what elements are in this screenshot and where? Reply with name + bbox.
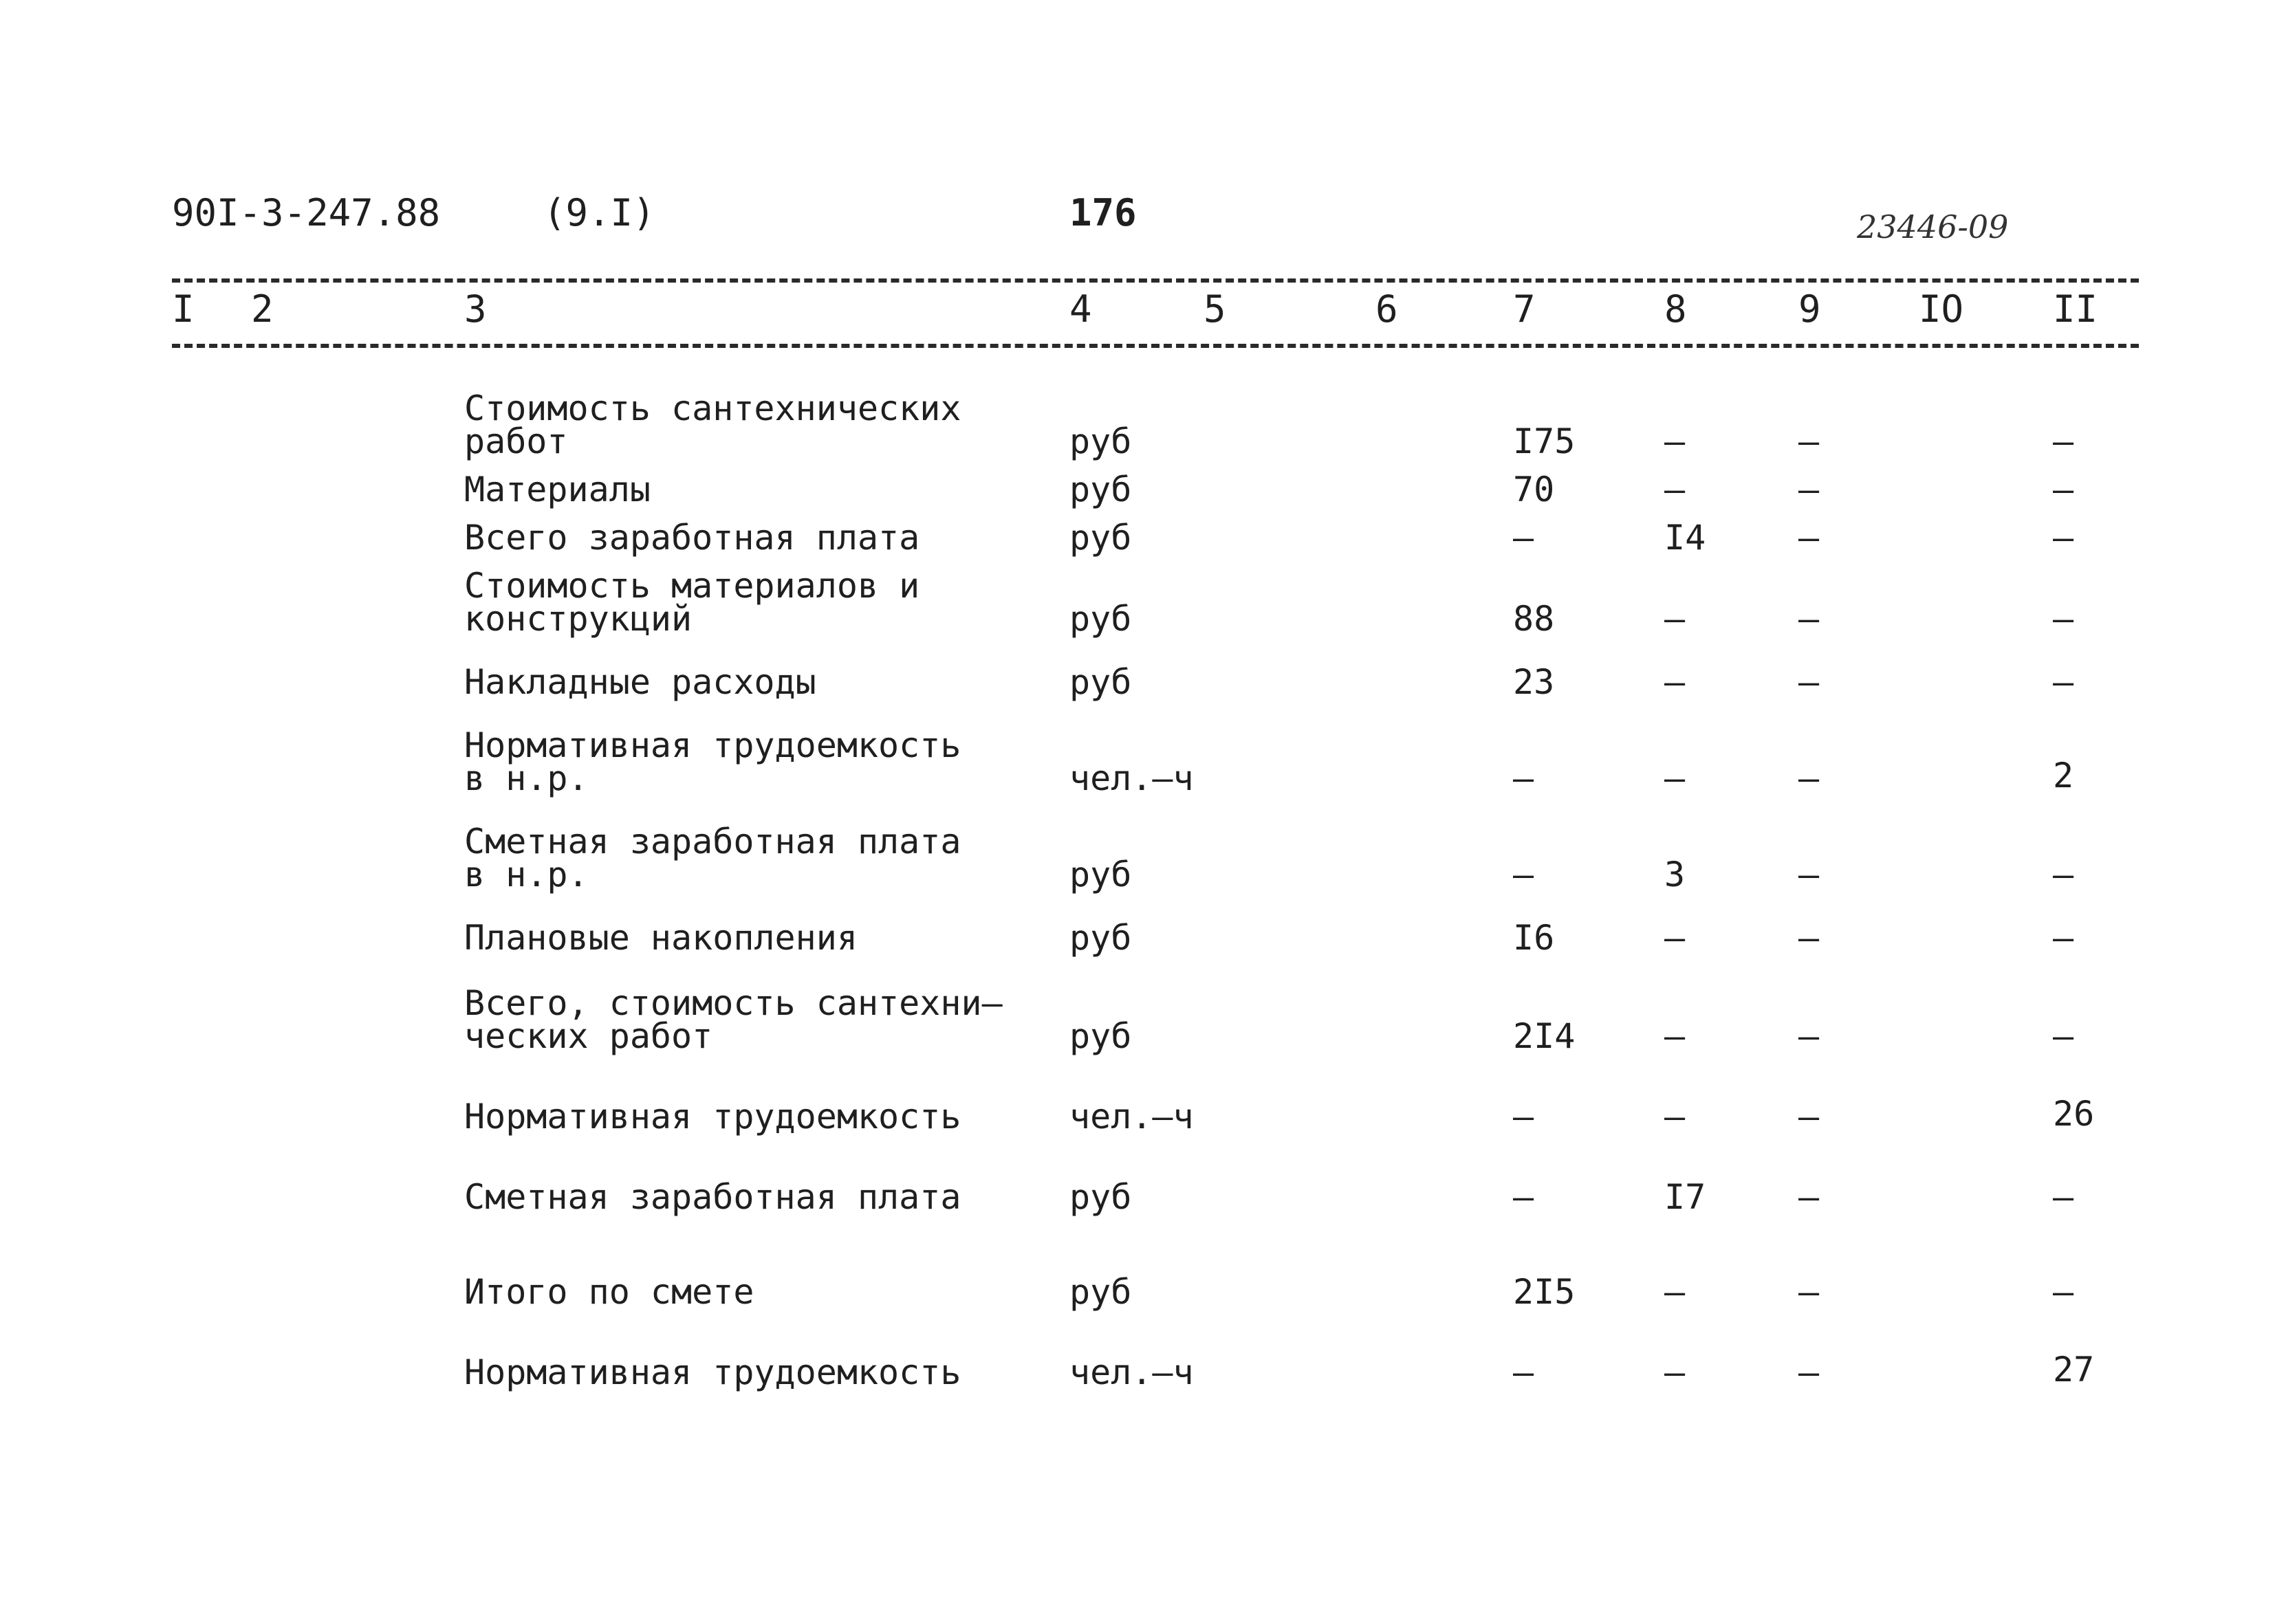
row-col7: – — [1513, 758, 1534, 798]
row-col9: – — [1798, 518, 1820, 558]
column-number-6: 6 — [1375, 287, 1398, 331]
row-description: Плановые накопления — [464, 918, 858, 958]
row-col7: – — [1513, 518, 1534, 558]
row-description: Накладные расходы — [464, 662, 816, 702]
column-number-10: IO — [1919, 287, 1964, 331]
row-col9: – — [1798, 662, 1820, 702]
row-col9: – — [1798, 1352, 1820, 1392]
row-col8: I4 — [1664, 518, 1706, 558]
row-col11: – — [2053, 918, 2074, 958]
row-col7: – — [1513, 855, 1534, 895]
row-description: Стоимость сантехнических работ — [464, 388, 961, 461]
row-col8: – — [1664, 1016, 1686, 1056]
row-col11: – — [2053, 470, 2074, 509]
row-description: Нормативная трудоемкость — [464, 1352, 961, 1392]
row-unit: руб — [1069, 599, 1132, 639]
row-description: Материалы — [464, 470, 651, 509]
header-divider-top — [172, 278, 2139, 283]
row-unit: руб — [1069, 470, 1132, 509]
row-unit: руб — [1069, 1272, 1132, 1312]
row-col8: – — [1664, 662, 1686, 702]
row-col8: – — [1664, 758, 1686, 798]
column-number-4: 4 — [1069, 287, 1092, 331]
row-col7: 23 — [1513, 662, 1555, 702]
row-description: Всего заработная плата — [464, 518, 920, 558]
row-description: Всего, стоимость сантехни– ческих работ — [464, 983, 1003, 1056]
row-col7: 88 — [1513, 599, 1555, 639]
row-col8: I7 — [1664, 1177, 1706, 1217]
row-unit: чел.–ч — [1069, 1097, 1194, 1137]
column-number-2: 2 — [251, 287, 274, 331]
column-number-7: 7 — [1513, 287, 1536, 331]
row-col8: – — [1664, 1272, 1686, 1312]
row-unit: руб — [1069, 421, 1132, 461]
row-col11: 2 — [2053, 756, 2074, 795]
row-col11: – — [2053, 599, 2074, 639]
row-col9: – — [1798, 758, 1820, 798]
row-col8: – — [1664, 599, 1686, 639]
row-col9: – — [1798, 1272, 1820, 1312]
row-col11: – — [2053, 855, 2074, 895]
row-col9: – — [1798, 1177, 1820, 1217]
row-col9: – — [1798, 470, 1820, 509]
row-col9: – — [1798, 855, 1820, 895]
row-col8: 3 — [1664, 855, 1686, 895]
row-description: Итого по смете — [464, 1272, 754, 1312]
column-number-11: II — [2053, 287, 2098, 331]
column-number-1: I — [172, 287, 195, 331]
row-col7: – — [1513, 1097, 1534, 1137]
row-col7: 70 — [1513, 470, 1555, 509]
row-col7: – — [1513, 1352, 1534, 1392]
row-unit: руб — [1069, 662, 1132, 702]
row-description: Сметная заработная плата — [464, 1177, 961, 1217]
row-unit: руб — [1069, 855, 1132, 895]
row-col8: – — [1664, 421, 1686, 461]
row-col7: 2I4 — [1513, 1016, 1576, 1056]
row-col9: – — [1798, 1016, 1820, 1056]
row-unit: руб — [1069, 918, 1132, 958]
row-col8: – — [1664, 918, 1686, 958]
row-unit: руб — [1069, 1016, 1132, 1056]
row-col7: I6 — [1513, 918, 1555, 958]
row-unit: чел.–ч — [1069, 758, 1194, 798]
row-unit: руб — [1069, 1177, 1132, 1217]
handwritten-stamp: 23446-09 — [1857, 208, 2009, 245]
row-col8: – — [1664, 1352, 1686, 1392]
row-unit: чел.–ч — [1069, 1352, 1194, 1392]
column-number-8: 8 — [1664, 287, 1687, 331]
row-col8: – — [1664, 470, 1686, 509]
row-description: Нормативная трудоемкость — [464, 1097, 961, 1137]
row-col11: 26 — [2053, 1094, 2095, 1134]
row-description: Нормативная трудоемкость в н.р. — [464, 725, 961, 798]
row-col11: – — [2053, 421, 2074, 461]
row-col7: – — [1513, 1177, 1534, 1217]
row-col9: – — [1798, 1097, 1820, 1137]
row-col9: – — [1798, 599, 1820, 639]
row-col11: – — [2053, 1177, 2074, 1217]
row-col11: – — [2053, 1272, 2074, 1312]
row-unit: руб — [1069, 518, 1132, 558]
column-number-3: 3 — [464, 287, 487, 331]
row-description: Стоимость материалов и конструкций — [464, 566, 920, 639]
column-number-9: 9 — [1798, 287, 1821, 331]
header-divider-bottom — [172, 344, 2139, 348]
row-col7: 2I5 — [1513, 1272, 1576, 1312]
page-number: 176 — [1069, 191, 1137, 234]
row-col8: – — [1664, 1097, 1686, 1137]
row-col9: – — [1798, 421, 1820, 461]
column-number-5: 5 — [1204, 287, 1226, 331]
doc-code: 90I-3-247.88 — [172, 191, 441, 234]
row-col7: I75 — [1513, 421, 1576, 461]
row-col9: – — [1798, 918, 1820, 958]
sheet-number: (9.I) — [543, 191, 655, 234]
row-col11: – — [2053, 518, 2074, 558]
row-description: Сметная заработная плата в н.р. — [464, 822, 961, 895]
row-col11: – — [2053, 662, 2074, 702]
row-col11: – — [2053, 1016, 2074, 1056]
row-col11: 27 — [2053, 1350, 2095, 1390]
